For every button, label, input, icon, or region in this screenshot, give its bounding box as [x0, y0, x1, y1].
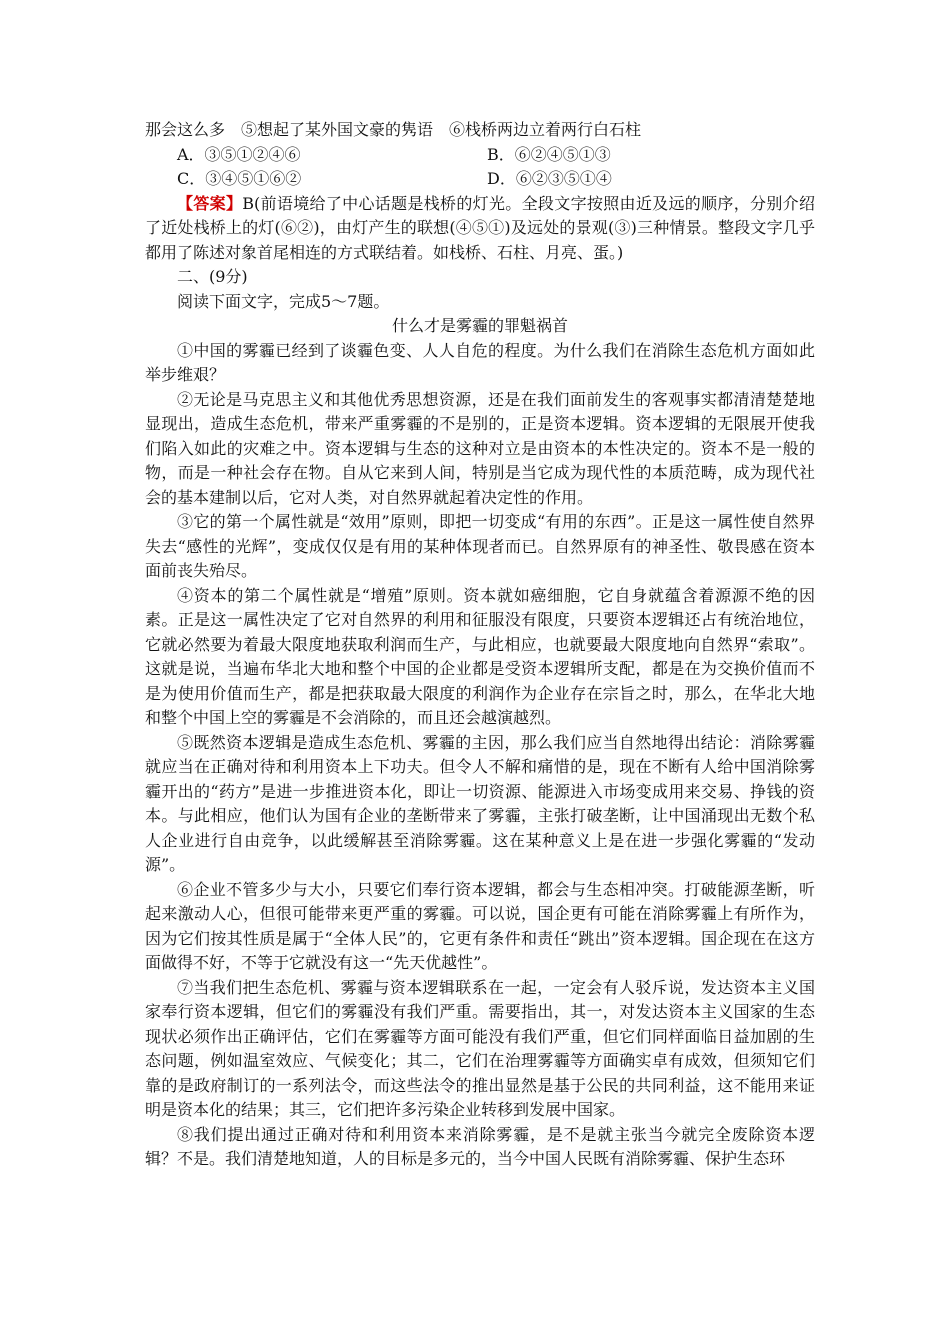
paragraph-3: ③它的第一个属性就是“效用”原则，即把一切变成“有用的东西”。正是这一属性使自然界失去“感性的光辉”，变成仅仅是有用的某种体现者而已。自然界原有的神圣性、敬畏感在资本面前丧失殆尽。 — [145, 512, 815, 580]
document-page — [145, 118, 815, 1172]
lead-line: 那会这么多 ⑤想起了某外国文豪的隽语 ⑥栈桥两边立着两行白石柱 — [145, 120, 642, 139]
option-c: C．③④⑤①⑥② — [177, 169, 302, 188]
article-title: 什么才是雾霾的罪魁祸首 — [391, 316, 568, 335]
paragraph-1: ①中国的雾霾已经到了谈霾色变、人人自危的程度。为什么我们在消除生态危机方面如此举步维艰？ — [145, 340, 815, 384]
option-a: A．③⑤①②④⑥ — [177, 144, 301, 164]
paragraph-2: ②无论是马克思主义和其他优秀思想资源，还是在我们面前发生的客观事实都清清楚楚地显现出，造成生态危机，带来严重雾霾的不是别的，正是资本逻辑。资本逻辑的无限展开使我们陷入如此的灾难之中。资本逻辑与生态的这种对立是由资本的本性决定的。资本不是一般的物，而是一种社会存在物。自从它来到人间，特别是当它成为现代性的本质范畴，成为现代社会的基本建制以后，它对人类，对自然界就起着决定性的作用。 — [145, 389, 815, 507]
paragraph-8: ⑧我们提出通过正确对待和利用资本来消除雾霾，是不是就主张当今就完全废除资本逻辑？不是。我们清楚地知道，人的目标是多元的，当今中国人民既有消除雾霾、保护生态环 — [145, 1124, 815, 1168]
paragraph-5: ⑤既然资本逻辑是造成生态危机、雾霾的主因，那么我们应当自然地得出结论：消除雾霾就应当在正确对待和利用资本上下功夫。但令人不解和痛惜的是，现在不断有人给中国消除雾霾开出的“药方”是进一步推进资本化，即让一切资源、能源进入市场变成用来交易、挣钱的资本。与此相应，他们认为国有企业的垄断带来了雾霾，主张打破垄断，让中国涌现出无数个私人企业进行自由竞争，以此缓解甚至消除雾霾。这在某种意义上是在进一步强化雾霾的“发动源”。 — [145, 732, 815, 874]
paragraph-7: ⑦当我们把生态危机、雾霾与资本逻辑联系在一起，一定会有人驳斥说，发达资本主义国家奉行资本逻辑，但它们的雾霾没有我们严重。需要指出，其一，对发达资本主义国家的生态现状必须作出正确评估，它们在雾霾等方面可能没有我们严重，但它们同样面临日益加剧的生态问题，例如温室效应、气候变化；其二，它们在治理雾霾等方面确实卓有成效，但须知它们靠的是政府制订的一系列法令，而这些法令的推出显然是基于公民的共同利益，这不能用来证明是资本化的结果；其三，它们把许多污染企业转移到发展中国家。 — [145, 977, 815, 1119]
instruction: 阅读下面文字，完成5～7题。 — [177, 291, 390, 311]
answer-label: 【答案】 — [177, 193, 243, 213]
section-heading: 二、(9分) — [177, 267, 248, 286]
answer-block — [145, 192, 815, 266]
paragraph-6: ⑥企业不管多少与大小，只要它们奉行资本逻辑，都会与生态相冲突。打破能源垄断，听起来激动人心，但很可能带来更严重的雾霾。可以说，国企更有可能在消除雾霾上有所作为，因为它们按其性质是属于“全体人民”的，它更有条件和责任“跳出”资本逻辑。国企现在在这方面做得不好，不等于它就没有这一“先天优越性”。 — [145, 879, 815, 972]
option-d: D．⑥②③⑤①④ — [487, 169, 612, 188]
answer-text: B(前语境给了中心话题是栈桥的灯光。全段文字按照由近及远的顺序，分别介绍了近处栈桥上的灯(⑥②)，由灯产生的联想(④⑤①)及远处的景观(③)三种情景。整段文字几乎都用了陈述对象首尾相连的方式联结着。如栈桥、石柱、月亮、蛋。) — [145, 193, 815, 262]
option-b: B．⑥②④⑤①③ — [487, 144, 611, 164]
options-row-2 — [145, 167, 815, 192]
options-row-1 — [145, 143, 815, 168]
paragraph-4: ④资本的第二个属性就是“增殖”原则。资本就如癌细胞，它自身就蕴含着源源不绝的因素。正是这一属性决定了它对自然界的利用和征服没有限度，只要资本逻辑还占有统治地位，它就必然要为着最大限度地获取利润而生产，与此相应，也就要最大限度地向自然界“索取”。这就是说，当遍布华北大地和整个中国的企业都是受资本逻辑所支配，都是在为交换价值而不是为使用价值而生产，都是把获取最大限度的利润作为企业存在宗旨之时，那么，在华北大地和整个中国上空的雾霾是不会消除的，而且还会越演越烈。 — [145, 585, 815, 727]
